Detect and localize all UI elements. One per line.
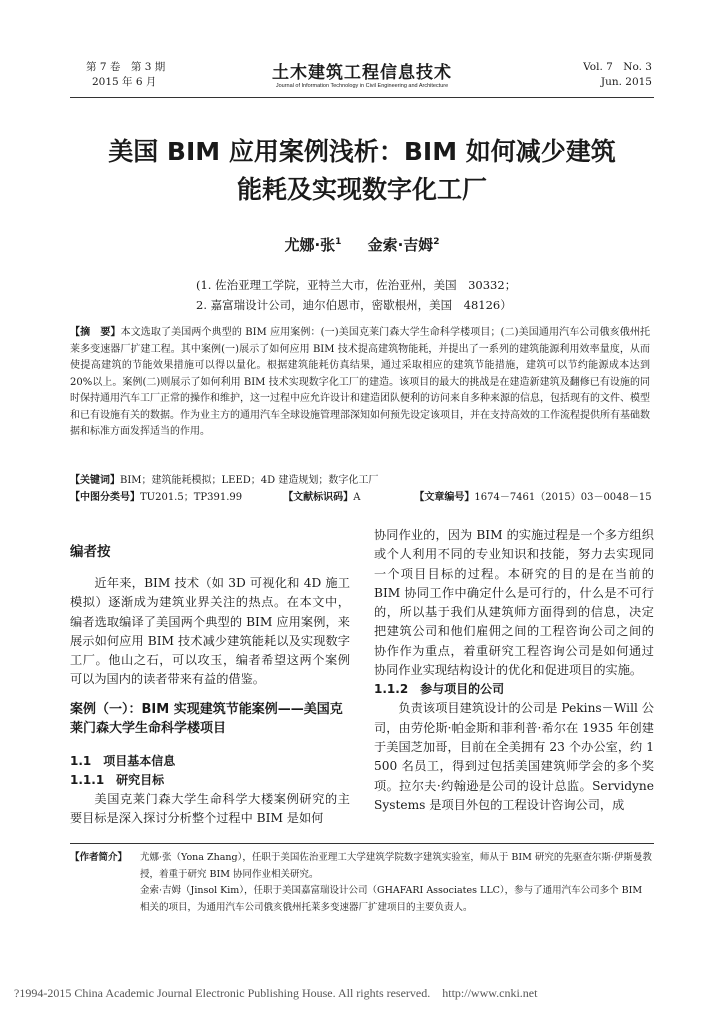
affiliation-2: 2. 嘉富瑞设计公司，迪尔伯恩市，密歇根州，美国 48126） — [196, 298, 512, 312]
author-bio — [70, 850, 654, 916]
paper-title — [70, 133, 654, 209]
journal-name-en: Journal of Information Technology in Civil Engineering and Architecture — [275, 83, 449, 89]
right-column — [374, 526, 654, 815]
clc-label: 【中图分类号】 — [70, 492, 140, 503]
cnki-link[interactable]: http://www.cnki.net — [442, 986, 538, 1000]
author-bio-2: 金索·吉姆（Jinsol Kim），任职于美国嘉富瑞设计公司（GHAFARI Associates LLC），参与了通用汽车公司多个 BIM 相关的项目，为通用汽车公司俄亥俄州托莱多变速器厂扩建项目的主要负责人。 — [140, 885, 643, 913]
section-1-1-1-heading: 1.1.1 研究目标 — [70, 772, 165, 787]
header-divider — [70, 97, 654, 98]
section-1-1-2-heading: 1.1.2 参与项目的公司 — [374, 682, 505, 697]
affiliation-1: (1. 佐治亚理工学院，亚特兰大市，佐治亚州，美国 30332； — [196, 278, 517, 292]
section-1-1-2-text: 负责该项目建筑设计的公司是 Pekins－Will 公司，由劳伦斯·帕金斯和菲利普·希尔在 1935 年创建于美国芝加哥，目前在全美拥有 23 个办公室，约 1 500 名员工，得到过包括美国建筑师学会的多个奖项。拉尔夫·约翰逊是公司的设计总监。Servidyne Systems 是项目外包的工程设计咨询公司，成 — [374, 701, 654, 812]
abstract — [70, 325, 650, 441]
header-volume-cn: 第 7 卷 第 3 期 — [86, 61, 166, 73]
doc-code-value: A — [353, 492, 361, 503]
header-date-en: Jun. 2015 — [600, 76, 652, 88]
keywords-text: BIM；建筑能耗模拟；LEED；4D 建造规划；数字化工厂 — [120, 475, 379, 486]
author-1-affil: 1 — [335, 237, 342, 247]
header-issue-cn — [86, 60, 165, 90]
author-2-affil: 2 — [433, 237, 440, 247]
affiliations — [196, 275, 576, 315]
classification-info — [70, 490, 650, 506]
editor-note-text: 近年来，BIM 技术（如 3D 可视化和 4D 施工模拟）逐渐成为建筑业界关注的热点。在本文中，编者选取编译了美国两个典型的 BIM 应用案例，来展示如何应用 BIM 技术减少建筑能耗以及实现数字工厂。他山之石，可以攻玉，编者希望这两个案例可以为国内的读者带来有益的借鉴。 — [70, 576, 350, 687]
copyright-text: ?1994-2015 China Academic Journal Electronic Publishing House. All rights reserved. — [14, 986, 431, 1000]
author-2: 金索·吉姆 — [367, 236, 434, 254]
left-column — [70, 543, 350, 828]
title-line-2: 能耗及实现数字化工厂 — [236, 175, 487, 204]
article-no-label: 【文章编号】 — [414, 492, 475, 503]
keywords — [70, 473, 650, 489]
header-date-cn: 2015 年 6 月 — [92, 76, 157, 88]
doc-code-label: 【文献标识码】 — [283, 492, 354, 503]
editor-note-heading: 编者按 — [70, 544, 111, 560]
journal-masthead — [240, 58, 484, 90]
journal-name-cn: 土木建筑工程信息技术 — [272, 63, 452, 83]
abstract-label: 【摘 要】 — [70, 327, 121, 338]
author-list — [70, 234, 654, 255]
keywords-label: 【关键词】 — [70, 475, 120, 486]
author-bio-1: 尤娜·张（Yona Zhang），任职于美国佐治亚理工大学建筑学院数字建筑实验室，师从于 BIM 研究的先驱查尔斯·伊斯曼教授，着重于研究 BIM 协同作业相关研究。 — [140, 852, 652, 880]
abstract-text: 本文选取了美国两个典型的 BIM 应用案例：(一)美国克莱门森大学生命科学楼项目；(二)美国通用汽车公司俄亥俄州托莱多变速器厂扩建工程。其中案例(一)展示了如何应用 BIM 技术提高建筑物能耗，并提出了一系列的建筑能源利用效率量度，从而使提高建筑的节能效果措施可以得以量化。根据建筑能耗仿真结果，通过采取相应的建筑节能措施，建筑可以节约能源成本达到 20%以上。案例(二)则展示了如何利用 BIM 技术实现数字化工厂的建造。该项目的最大的挑战是在建造新建筑及翻修已有设施的同时保持通用汽车工厂正常的操作和维护，这一过程中应允许设计和建造团队便利的访问来自多种来源的信息，包括现有的文件、模型和已有设施有关的数据。作为业主方的通用汽车全球设施管理部深知如何预先设定该项目，并在支持高效的工作流程提供所有基础数据和标准方面发挥适当的作用。 — [70, 327, 650, 437]
header-volume-en: Vol. 7 No. 3 — [583, 61, 652, 73]
author-1: 尤娜·张 — [284, 236, 336, 254]
section-1-1-1-text: 美国克莱门森大学生命科学大楼案例研究的主要目标是深入探讨分析整个过程中 BIM 是如何 — [70, 791, 350, 826]
footnote-divider — [70, 843, 654, 844]
section-1-1-1-text-cont: 协同作业的，因为 BIM 的实施过程是一个多方组织或个人利用不同的专业知识和技能，努力去实现同一个项目目标的过程。本研究的目的是在当前的 BIM 协同工作中确定什么是可行的，什么是不可行的，所以基于我们从建筑师方面得到的信息，决定把建筑公司和他们雇佣之间的工程咨询公司之间的协作作为重点，着重研究工程咨询公司是如何通过协同作业实现结构设计的优化和促进项目的实施。 — [374, 528, 654, 678]
section-1-1-heading: 1.1 项目基本信息 — [70, 753, 176, 768]
header-issue-en — [583, 60, 652, 90]
page-footer — [14, 986, 537, 1001]
author-bio-label: 【作者简介】 — [70, 852, 128, 863]
clc-value: TU201.5；TP391.99 — [140, 492, 243, 503]
article-no-value: 1674－7461（2015）03－0048－15 — [474, 492, 652, 503]
case-1-heading: 案例（一）：BIM 实现建筑节能案例——美国克莱门森大学生命科学楼项目 — [70, 701, 343, 736]
title-line-1: 美国 BIM 应用案例浅析：BIM 如何减少建筑 — [108, 137, 616, 166]
